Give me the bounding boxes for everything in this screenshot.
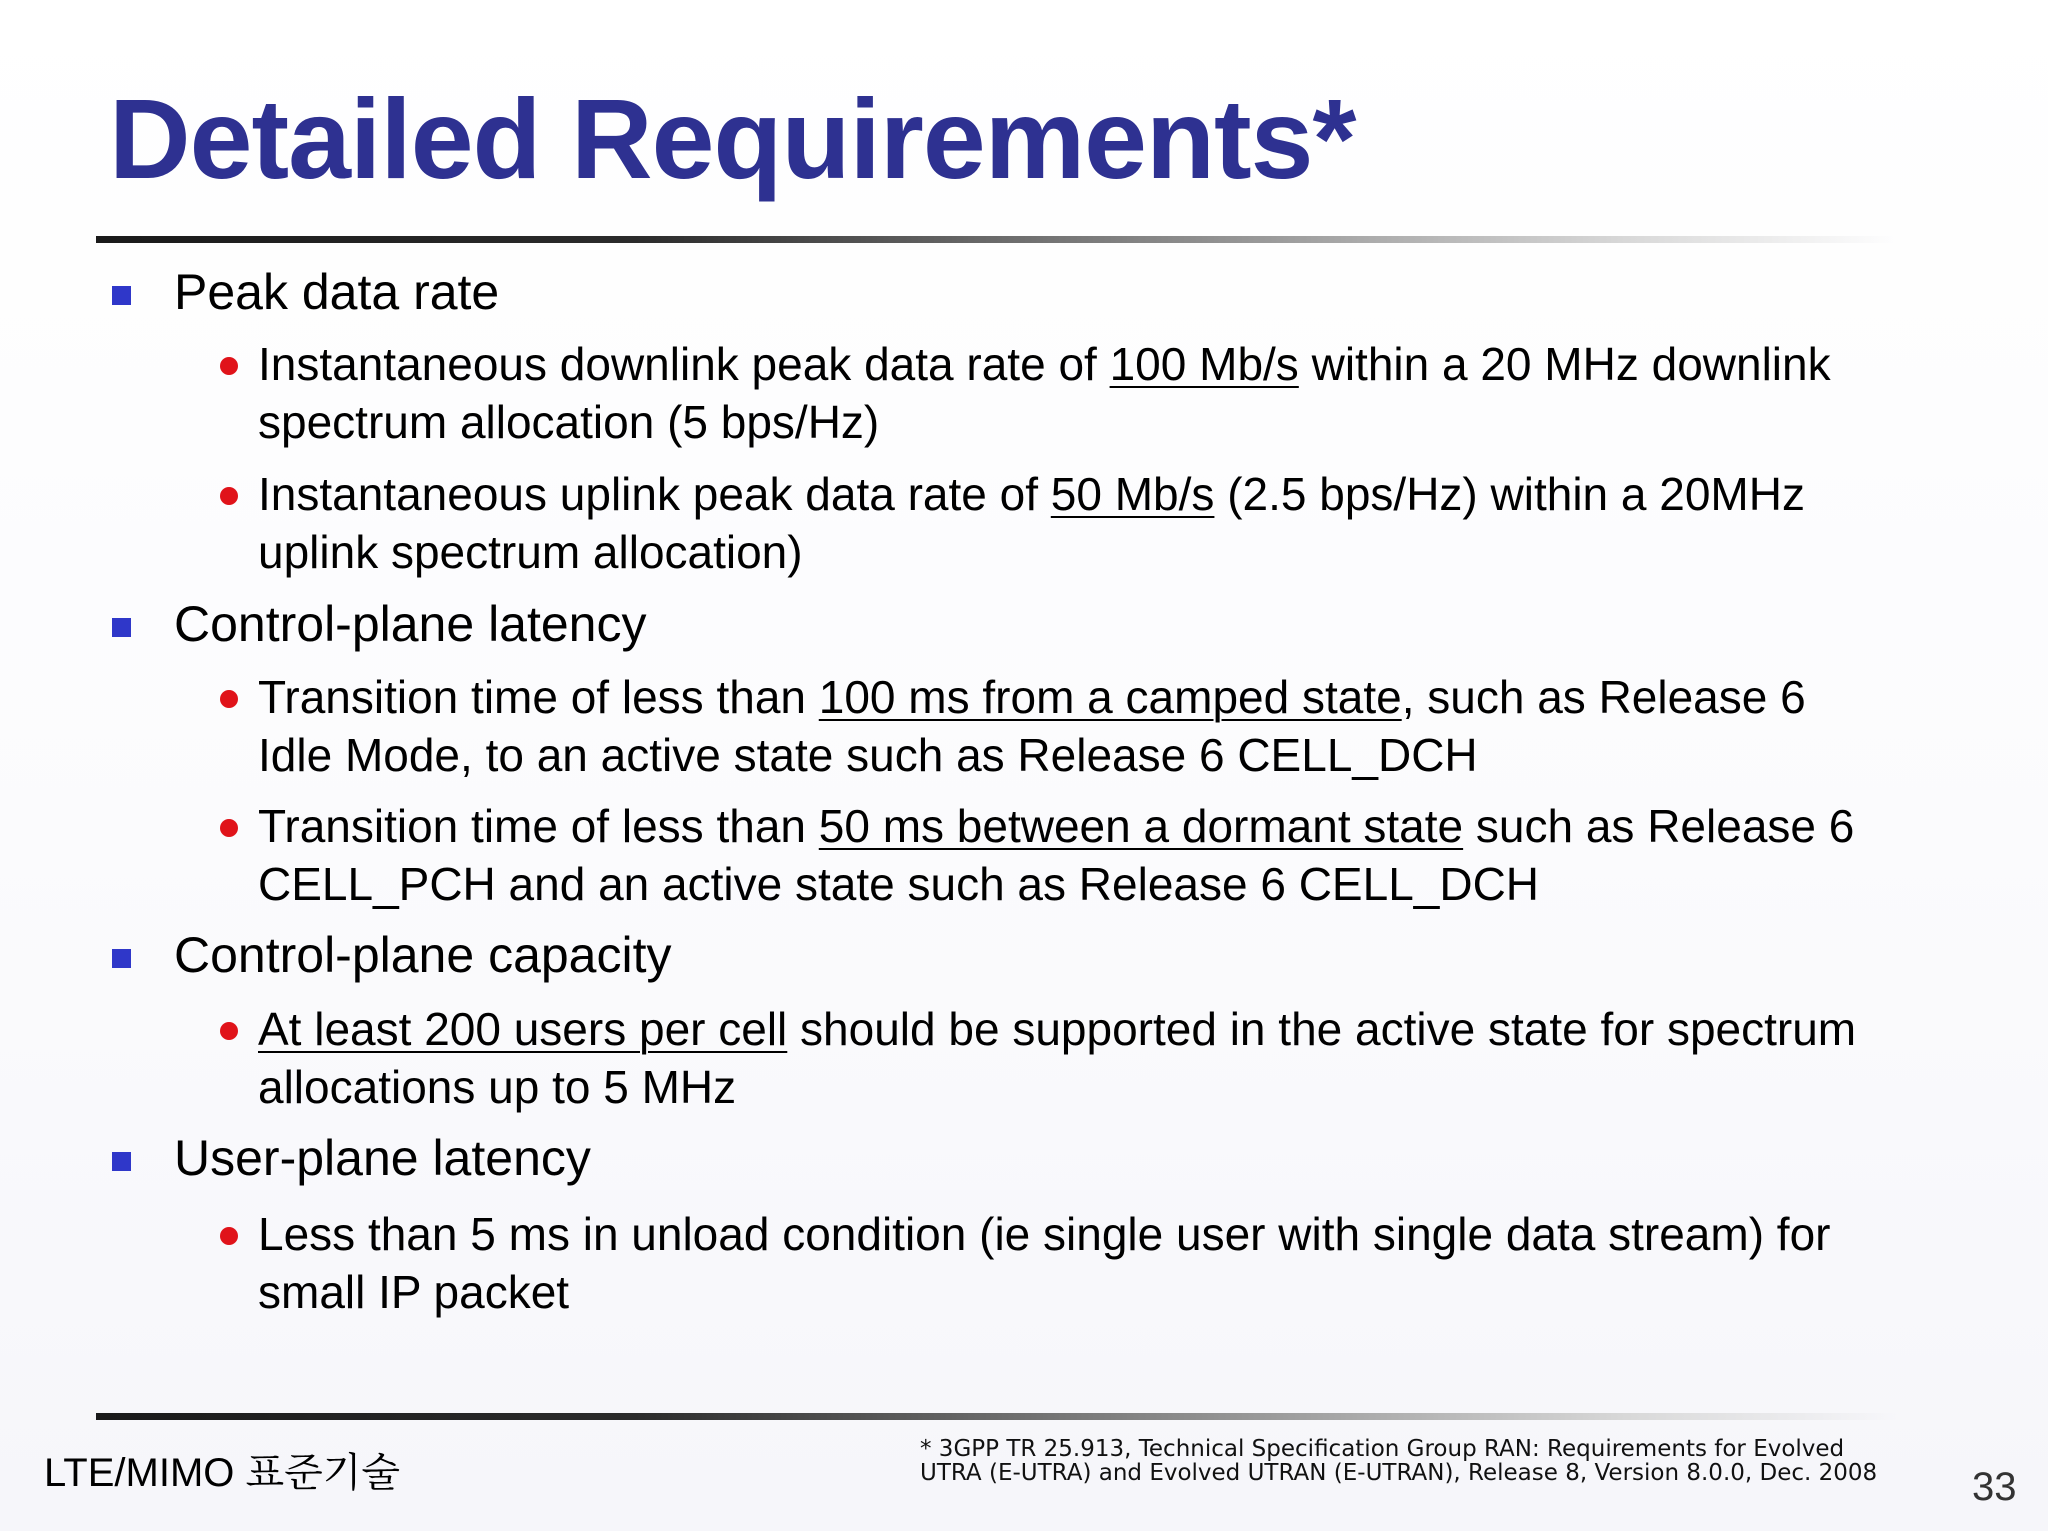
red-dot-bullet-icon [220, 1227, 238, 1245]
page-number: 33 [1972, 1465, 2017, 1509]
sub-bullet-first-line [258, 797, 1998, 855]
blue-square-bullet-icon [112, 618, 131, 637]
underlined-text: 100 Mb/s [1109, 338, 1299, 390]
sub-bullet-first-line [258, 1000, 1998, 1058]
underlined-text: 100 ms from a camped state [818, 671, 1402, 723]
sub-bullet-continuation: uplink spectrum allocation) [258, 526, 803, 578]
red-dot-bullet-icon [220, 1022, 238, 1040]
underlined-text: At least 200 users per cell [258, 1003, 788, 1055]
section-heading: Control-plane capacity [174, 927, 672, 983]
sub-bullet-continuation: small IP packet [258, 1266, 570, 1318]
underlined-text: 50 ms between a dormant state [818, 800, 1464, 852]
sub-bullet-item [258, 797, 1998, 913]
footnote [920, 1437, 1877, 1485]
footnote-line: * 3GPP TR 25.913, Technical Specification Group RAN: Requirements for Evolved [920, 1436, 1845, 1462]
text-segment: Transition time of less than [258, 800, 819, 852]
red-dot-bullet-icon [220, 357, 238, 375]
sub-bullet-first-line [258, 465, 1998, 523]
blue-square-bullet-icon [112, 949, 131, 968]
blue-square-bullet-icon [112, 1152, 131, 1171]
text-segment: Instantaneous downlink peak data rate of [258, 338, 1110, 390]
section-heading: Control-plane latency [174, 596, 647, 652]
sub-bullet-item [258, 1000, 1998, 1116]
red-dot-bullet-icon [220, 487, 238, 505]
sub-bullet-item [258, 1205, 1998, 1321]
sub-bullet-continuation: Idle Mode, to an active state such as Release 6 CELL_DCH [258, 729, 1478, 781]
text-segment: Transition time of less than [258, 671, 819, 723]
footer-divider [96, 1413, 1896, 1420]
underlined-text: 50 Mb/s [1050, 468, 1215, 520]
text-segment: , such as Release 6 [1401, 671, 1806, 723]
section-heading: Peak data rate [174, 264, 500, 320]
sub-bullet-first-line [258, 1205, 1998, 1263]
text-segment: within a 20 MHz downlink [1298, 338, 1831, 390]
slide-title: Detailed Requirements* [109, 76, 1356, 202]
text-segment: Instantaneous uplink peak data rate of [258, 468, 1051, 520]
sub-bullet-item [258, 465, 1998, 581]
sub-bullet-continuation: spectrum allocation (5 bps/Hz) [258, 396, 880, 448]
footnote-line: UTRA (E-UTRA) and Evolved UTRAN (E-UTRAN), Release 8, Version 8.0.0, Dec. 2008 [920, 1460, 1878, 1486]
sub-bullet-continuation: allocations up to 5 MHz [258, 1061, 737, 1113]
text-segment: such as Release 6 [1463, 800, 1855, 852]
blue-square-bullet-icon [112, 286, 131, 305]
text-segment: (2.5 bps/Hz) within a 20MHz [1214, 468, 1805, 520]
red-dot-bullet-icon [220, 819, 238, 837]
sub-bullet-item [258, 668, 1998, 784]
sub-bullet-continuation: CELL_PCH and an active state such as Release 6 CELL_DCH [258, 858, 1540, 910]
red-dot-bullet-icon [220, 690, 238, 708]
section-heading: User-plane latency [174, 1130, 591, 1186]
sub-bullet-first-line [258, 668, 1998, 726]
text-segment: should be supported in the active state for spectrum [787, 1003, 1857, 1055]
sub-bullet-first-line [258, 335, 1998, 393]
text-segment: Less than 5 ms in unload condition (ie single user with single data stream) for [258, 1208, 1831, 1260]
footer-course-title: LTE/MIMO 표준기술 [44, 1451, 401, 1495]
sub-bullet-item [258, 335, 1998, 451]
